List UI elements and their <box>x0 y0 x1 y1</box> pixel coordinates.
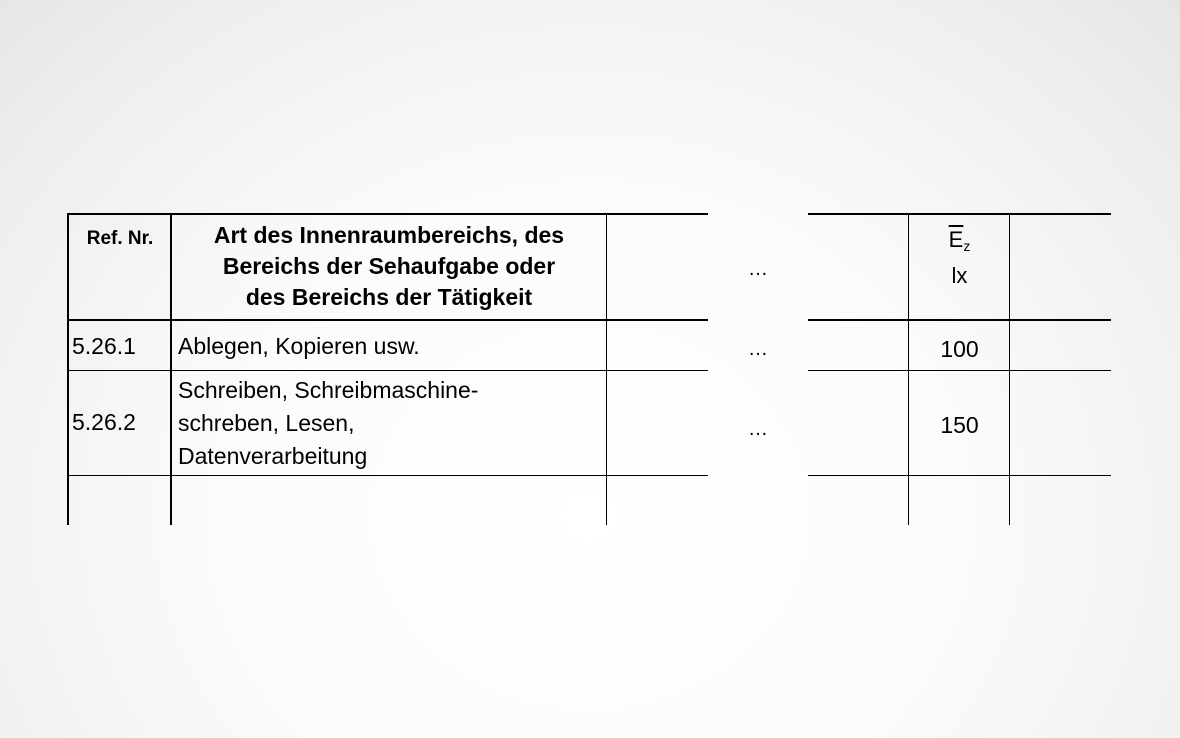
col-border-art-next <box>606 213 607 525</box>
row-ref-value: 5.26.2 <box>72 409 136 435</box>
col-border-before-ez <box>908 213 909 525</box>
row1-art <box>178 330 606 363</box>
header-art-line: des Bereichs der Tätigkeit <box>245 284 533 310</box>
ez-value: 100 <box>940 336 979 362</box>
row-art-line: Datenverarbeitung <box>178 443 368 469</box>
row1-bottom-rule-left <box>68 370 708 371</box>
header-ref-label: Ref. Nr. <box>86 228 154 249</box>
row2-bottom-rule-left <box>68 475 708 476</box>
row-art-line: Schreiben, Schreibmaschine- <box>178 377 479 403</box>
ellipsis-text: … <box>748 418 768 440</box>
header-bottom-rule-left <box>68 319 708 321</box>
header-ellipsis <box>718 258 798 281</box>
header-bottom-rule-right <box>808 319 1111 321</box>
table-top-rule-left <box>68 213 708 215</box>
row2-art <box>178 374 606 473</box>
row-art-line: schreben, Lesen, <box>178 410 355 436</box>
ez-letter: $\overline{E}$ <box>948 227 964 252</box>
row1-ez <box>910 336 1009 363</box>
col-border-left <box>67 213 69 525</box>
ez-symbol <box>910 225 1009 261</box>
ez-subscript: z <box>963 238 971 254</box>
row-ref-value: 5.26.1 <box>72 333 136 359</box>
row1-bottom-rule-right <box>808 370 1111 371</box>
row2-ellipsis <box>718 418 798 441</box>
ellipsis-text: … <box>748 338 768 360</box>
header-ez <box>910 225 1009 291</box>
header-art-line: Art des Innenraumbereichs, des <box>213 222 565 248</box>
header-art-line: Bereichs der Sehaufgabe oder <box>222 253 556 279</box>
row1-ref <box>72 330 170 363</box>
row2-ref <box>72 406 170 439</box>
row1-ellipsis <box>718 338 798 361</box>
row2-bottom-rule-right <box>808 475 1111 476</box>
header-ref <box>70 228 170 250</box>
header-art <box>172 220 606 313</box>
table-top-rule-right <box>808 213 1111 215</box>
col-border-after-ez <box>1009 213 1010 525</box>
ez-unit: lx <box>951 263 968 288</box>
row-art-line: Ablegen, Kopieren usw. <box>178 333 420 359</box>
row2-ez <box>910 412 1009 439</box>
ellipsis-text: … <box>748 258 768 280</box>
ez-value: 150 <box>940 412 979 438</box>
